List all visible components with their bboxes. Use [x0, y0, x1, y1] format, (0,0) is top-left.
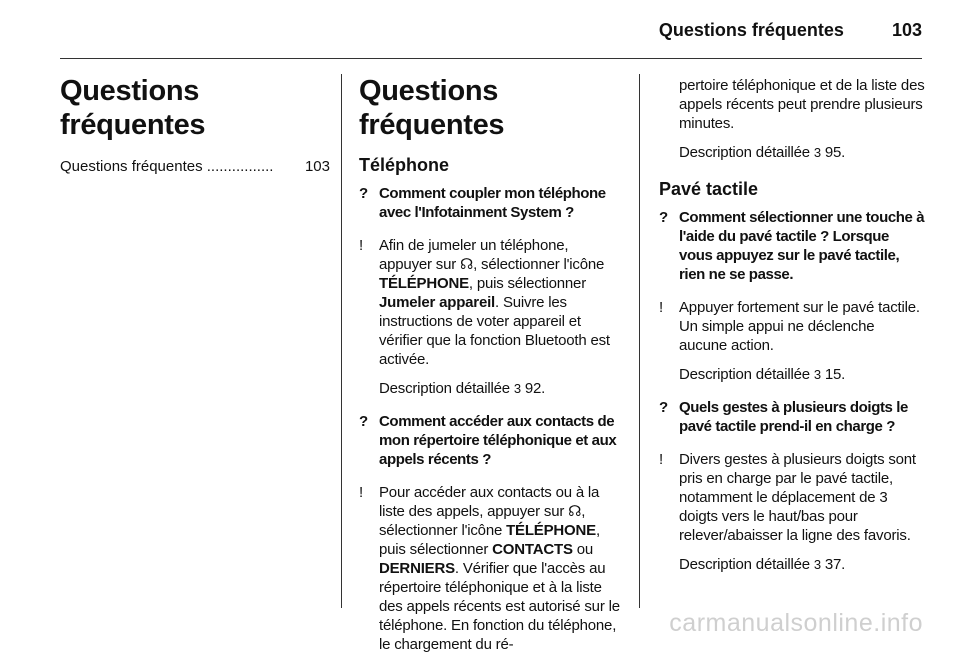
question-block: [659, 208, 925, 290]
answer-block: [359, 236, 625, 404]
answer-text: Divers gestes à plusieurs doigts sont pris en charge par le pavé tactile, notamment le déplacement de 3 doigts vers le haut/bas pour relever/abaisser la ligne des favoris.: [679, 451, 916, 544]
section-heading: Questions fréquentes: [359, 75, 505, 141]
column-divider: [639, 74, 640, 608]
answer-text: Afin de jumeler un téléphone, appuyer sur ☊, sélectionner l'icône TÉLÉPHONE, puis sélectionner Jumeler appareil. Suivre les instructions de voter appareil et vérifier que la fonction Bluetooth est activée.: [379, 237, 610, 368]
answer-icon: !: [659, 299, 664, 316]
toc-page: 103: [304, 158, 330, 175]
answer-icon: !: [359, 484, 364, 501]
question-icon: ?: [359, 185, 369, 202]
arrow-icon: 3: [813, 145, 821, 160]
toc-label: Questions fréquentes: [60, 158, 203, 175]
detail-reference[interactable]: Description détaillée 3 92.: [379, 380, 546, 397]
detail-reference[interactable]: Description détaillée 3 15.: [679, 366, 846, 383]
column-phone: [359, 70, 625, 668]
subsection-heading: Téléphone: [359, 155, 450, 175]
chapter-heading: Questions fréquentes: [60, 75, 206, 141]
header-rule: [60, 58, 922, 59]
question-text: Comment coupler mon téléphone avec l'Infotainment System ?: [379, 185, 606, 221]
header-title: Questions fréquentes: [658, 20, 844, 40]
continued-answer: [659, 76, 925, 162]
question-icon: ?: [659, 209, 669, 226]
question-icon: ?: [359, 413, 369, 430]
column-toc: [60, 70, 330, 175]
answer-text: pertoire téléphonique et de la liste des appels récents peut prendre plusieurs minutes.: [679, 77, 925, 132]
question-block: [359, 412, 625, 475]
question-block: [659, 398, 925, 442]
subsection-heading: Pavé tactile: [659, 179, 759, 199]
answer-text: Appuyer fortement sur le pavé tactile. Un simple appui ne déclenche aucune action.: [679, 299, 920, 354]
answer-block: [659, 298, 925, 390]
phone-home-icon: ☊: [568, 503, 582, 520]
question-icon: ?: [659, 399, 669, 416]
column-divider: [341, 74, 342, 608]
question-block: [359, 184, 625, 228]
phone-home-icon: ☊: [459, 256, 474, 273]
answer-icon: !: [659, 451, 664, 468]
arrow-icon: 3: [813, 367, 821, 382]
page-number: 103: [891, 20, 922, 40]
toc-leader: ................: [206, 158, 274, 175]
question-text: Comment accéder aux contacts de mon répertoire téléphonique et aux appels récents ?: [379, 413, 617, 468]
answer-text: Pour accéder aux contacts ou à la liste des appels, appuyer sur ☊, sélectionner l'icône TÉLÉPHONE, puis sélectionner CONTACTS ou DERNIERS. Vérifier que l'accès au répertoire téléphonique et à la liste des appels récents est autorisé sur le téléphone. En fonction du téléphone, le chargement du ré-: [379, 484, 620, 653]
column-touchpad: [659, 76, 925, 588]
watermark: carmanualsonline.info: [669, 609, 923, 637]
question-text: Quels gestes à plusieurs doigts le pavé tactile prend-il en charge ?: [679, 399, 908, 435]
toc-entry[interactable]: [60, 158, 330, 175]
answer-icon: !: [359, 237, 364, 254]
running-header: [0, 20, 922, 41]
question-text: Comment sélectionner une touche à l'aide du pavé tactile ? Lorsque vous appuyez sur le pavé tactile, rien ne se passe.: [679, 209, 925, 283]
arrow-icon: 3: [813, 557, 821, 572]
arrow-icon: 3: [513, 381, 521, 396]
detail-reference[interactable]: Description détaillée 3 95.: [679, 144, 846, 161]
detail-reference[interactable]: Description détaillée 3 37.: [679, 556, 846, 573]
answer-block: [659, 450, 925, 580]
